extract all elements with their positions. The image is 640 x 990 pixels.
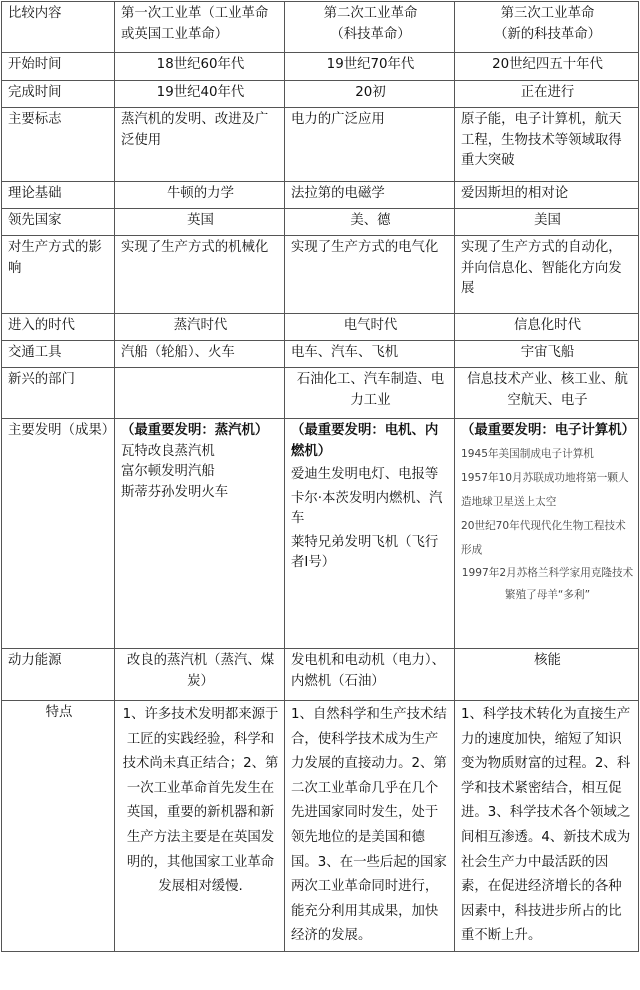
cell-second: 电车、汽车、飞机	[285, 341, 455, 368]
cell-third	[455, 419, 639, 649]
cell-first: 18世纪60年代	[115, 53, 285, 81]
cell-second: 20初	[285, 81, 455, 108]
row-label: 交通工具	[2, 341, 115, 368]
cell-third: 20世纪四五十年代	[455, 53, 639, 81]
row-label: 主要发明（成果）	[2, 419, 115, 649]
cell-first	[115, 419, 285, 649]
row-finish	[2, 81, 639, 108]
invention-item: 1957年10月苏联成功地将第一颗人造地球卫星送上太空	[461, 471, 629, 508]
cell-third: 原子能，电子计算机，航天工程，生物技术等领域取得重大突破	[455, 108, 639, 182]
row-label: 动力能源	[2, 649, 115, 701]
header-row	[2, 2, 639, 53]
cell-second: 发电机和电动机（电力）、内燃机（石油）	[285, 649, 455, 701]
key-invention: （最重要发明：电机、内燃机）	[291, 423, 439, 459]
cell-second: 电力的广泛应用	[285, 108, 455, 182]
row-transport	[2, 341, 639, 368]
cell-third: 1、科学技术转化为直接生产力的速度加快，缩短了知识变为物质财富的过程。2、科学和技术紧密结合，相互促进。3、科学技术各个领域之间相互渗透。4、新技术成为社会生产力中最活跃的因素，在促进经济增长的各种因素中，科技进步所占的比重不断上升。	[455, 701, 639, 952]
row-energy	[2, 649, 639, 701]
row-era	[2, 314, 639, 341]
row-label: 新兴的部门	[2, 368, 115, 419]
row-label: 领先国家	[2, 209, 115, 236]
cell-first: 19世纪40年代	[115, 81, 285, 108]
cell-third: 宇宙飞船	[455, 341, 639, 368]
invention-item: 1997年2月苏格兰科学家用克隆技术繁殖了母羊“多利”	[461, 566, 634, 601]
comparison-table	[1, 1, 639, 952]
cell-third: 信息技术产业、核工业、航空航天、电子	[455, 368, 639, 419]
key-invention: （最重要发明：蒸汽机）	[121, 423, 269, 438]
row-impact	[2, 236, 639, 314]
invention-item: 莱特兄弟发明飞机（飞行者Ⅰ号）	[291, 534, 439, 570]
cell-first: 实现了生产方式的机械化	[115, 236, 285, 314]
header-col3-line2: （新的科技革命）	[493, 26, 602, 42]
row-start	[2, 53, 639, 81]
row-label: 特点	[2, 701, 115, 952]
cell-second: 法拉第的电磁学	[285, 182, 455, 209]
cell-second	[285, 419, 455, 649]
cell-third: 核能	[455, 649, 639, 701]
cell-second: 石油化工、汽车制造、电力工业	[285, 368, 455, 419]
cell-first: 牛顿的力学	[115, 182, 285, 209]
cell-second: 电气时代	[285, 314, 455, 341]
invention-item: 斯蒂芬孙发明火车	[121, 484, 229, 500]
cell-second: 19世纪70年代	[285, 53, 455, 81]
row-sectors	[2, 368, 639, 419]
cell-third: 信息化时代	[455, 314, 639, 341]
cell-first: 1、许多技术发明都来源于工匠的实践经验，科学和技术尚未真正结合；2、第一次工业革命首先发生在英国，重要的新机器和新生产方法主要是在英国发明的，其他国家工业革命发展相对缓慢.	[115, 701, 285, 952]
cell-third: 美国	[455, 209, 639, 236]
cell-second: 1、自然科学和生产技术结合，使科学技术成为生产力发展的直接动力。2、第二次工业革命几乎在几个先进国家同时发生，处于领先地位的是美国和德国。3、在一些后起的国家两次工业革命同时进行，能充分利用其成果，加快经济的发展。	[285, 701, 455, 952]
header-col2	[285, 2, 455, 53]
header-col3	[455, 2, 639, 53]
cell-first: 改良的蒸汽机（蒸汽、煤炭）	[115, 649, 285, 701]
cell-first: 英国	[115, 209, 285, 236]
row-inventions	[2, 419, 639, 649]
invention-item: 富尔顿发明汽船	[121, 464, 215, 479]
row-label: 进入的时代	[2, 314, 115, 341]
row-label: 对生产方式的影响	[2, 236, 115, 314]
cell-first: 蒸汽机的发明、改进及广泛使用	[115, 108, 285, 182]
row-label: 完成时间	[2, 81, 115, 108]
cell-first: 汽船（轮船）、火车	[115, 341, 285, 368]
header-col3-line1: 第三次工业革命	[500, 6, 595, 21]
cell-second: 实现了生产方式的电气化	[285, 236, 455, 314]
invention-item: 瓦特改良蒸汽机	[121, 443, 215, 459]
row-features	[2, 701, 639, 952]
header-col0: 比较内容	[2, 2, 115, 53]
cell-first	[115, 368, 285, 419]
header-col2-line2: （科技革命）	[330, 26, 411, 42]
row-label: 主要标志	[2, 108, 115, 182]
invention-item: 1945年美国制成电子计算机	[461, 447, 594, 460]
row-marks	[2, 108, 639, 182]
key-invention: （最重要发明：电子计算机）	[461, 423, 636, 438]
row-leaders	[2, 209, 639, 236]
cell-third: 爱因斯坦的相对论	[455, 182, 639, 209]
cell-first: 蒸汽时代	[115, 314, 285, 341]
cell-third: 正在进行	[455, 81, 639, 108]
invention-item: 爱迪生发明电灯、电报等	[291, 467, 439, 482]
cell-third: 实现了生产方式的自动化，并向信息化、智能化方向发展	[455, 236, 639, 314]
cell-second: 美、德	[285, 209, 455, 236]
header-col2-line1: 第二次工业革命	[323, 6, 418, 21]
row-theory	[2, 182, 639, 209]
invention-item: 卡尔·本茨发明内燃机、汽车	[291, 490, 443, 526]
row-label: 开始时间	[2, 53, 115, 81]
header-col1: 第一次工业革（工业革命或英国工业革命）	[115, 2, 285, 53]
row-label: 理论基础	[2, 182, 115, 209]
invention-item: 20世纪70年代现代化生物工程技术形成	[461, 519, 626, 556]
